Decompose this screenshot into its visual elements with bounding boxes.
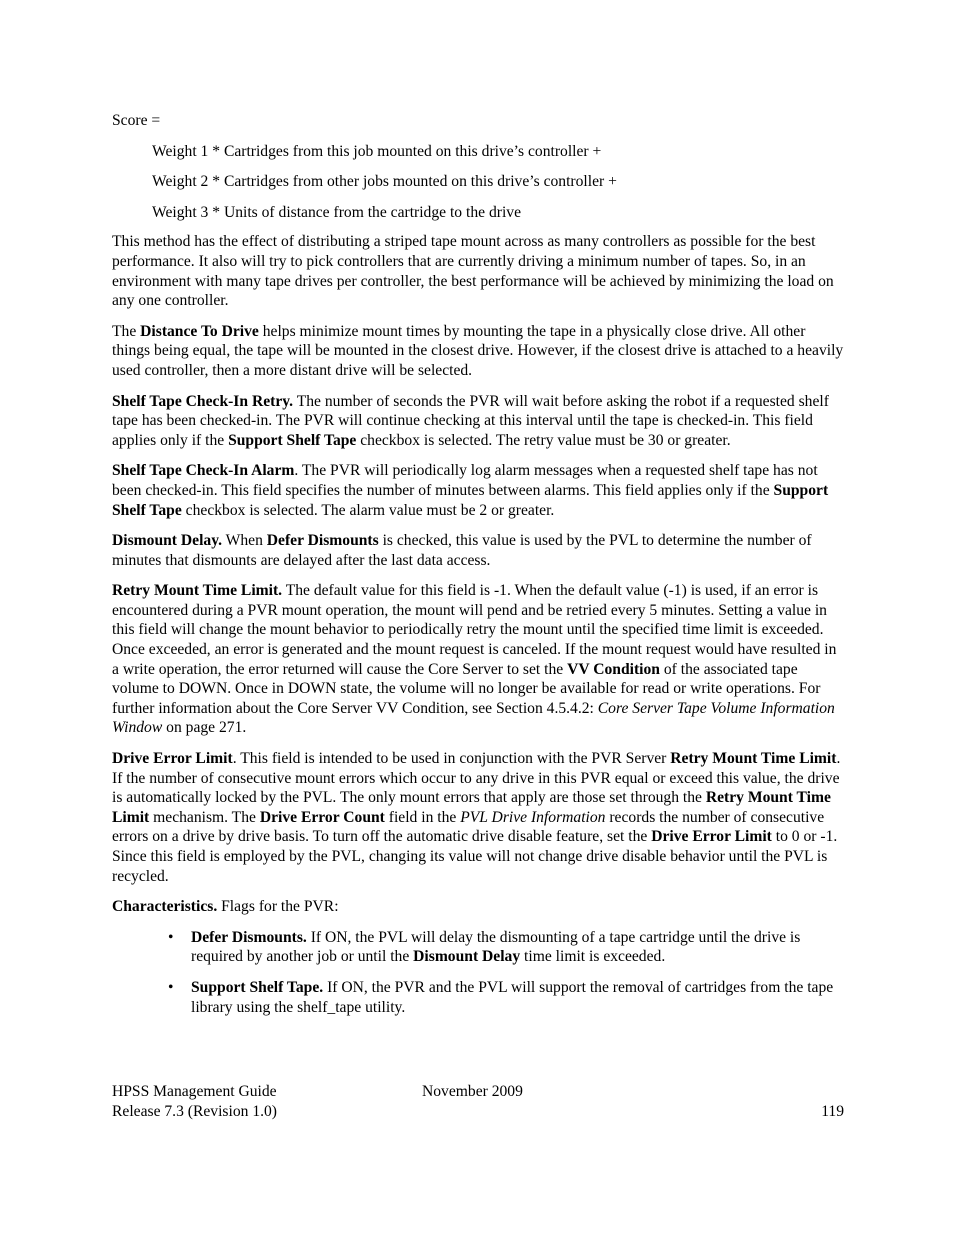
characteristics-list (112, 928, 844, 1017)
score-weight-2: Weight 2 * Cartridges from other jobs mounted on this drive’s controller + (152, 173, 617, 191)
bullet-icon: • (168, 978, 174, 996)
retry-mount-text3: on page 271. (162, 719, 247, 737)
checkin-alarm-text1: . The PVR will periodically log alarm messages when a requested shelf tape has not been checked-in. This field specifies the number of minutes between alarms. This field applies only if the (112, 462, 818, 499)
drive-error-text3: mechanism. The (149, 808, 260, 826)
retry-mount-paragraph (112, 581, 844, 738)
characteristics-paragraph (112, 897, 844, 917)
dismount-delay-paragraph (112, 531, 844, 570)
dismount-delay-term: Dismount Delay. (112, 532, 223, 550)
footer-release: Release 7.3 (Revision 1.0) (112, 1103, 277, 1120)
drive-error-term4: Drive Error Count (259, 808, 385, 826)
footer-date: November 2009 (422, 1083, 523, 1100)
support-shelf-tape-text1: If ON, the PVR and the PVL will support the removal of cartridges from the tape library using the shelf_tape utility. (191, 978, 834, 1016)
checkin-alarm-text2: checkbox is selected. The alarm value must be 2 or greater. (181, 501, 555, 519)
checkin-retry-term2: Support Shelf Tape (228, 431, 357, 449)
checkin-retry-term: Shelf Tape Check-In Retry. (112, 392, 294, 410)
dismount-delay-text1: When (222, 532, 267, 550)
drive-error-term3: Retry Mount Time Limit (112, 789, 831, 826)
drive-error-term: Drive Error Limit (112, 750, 233, 768)
drive-error-term2: Retry Mount Time Limit (670, 750, 837, 768)
checkin-alarm-term: Shelf Tape Check-In Alarm (112, 462, 295, 480)
drive-error-text2: . If the number of consecutive mount errors which occur to any drive in this PVR equal or exceed this value, the drive is automatically locked by the PVL. The only mount errors that apply are those set through the (112, 750, 841, 807)
list-item (112, 928, 844, 967)
drive-error-paragraph (112, 749, 844, 886)
dismount-delay-term2: Defer Dismounts (266, 532, 379, 550)
characteristics-text: Flags for the PVR: (217, 898, 339, 916)
distance-to-drive-paragraph (112, 322, 844, 381)
defer-dismounts-text1: If ON, the PVL will delay the dismounting of a tape cartridge until the drive is required by another job or until the (191, 928, 801, 966)
defer-dismounts-term: Defer Dismounts. (191, 928, 307, 946)
retry-mount-reference: Core Server Tape Volume Information Window (112, 699, 835, 737)
bullet-icon: • (168, 928, 174, 946)
distance-term: Distance To Drive (140, 322, 259, 340)
list-item (112, 978, 844, 1017)
page-footer (112, 1082, 844, 1122)
characteristics-term: Characteristics. (112, 898, 218, 916)
checkin-retry-text1: The number of seconds the PVR will wait before asking the robot if a requested shelf tape has been checked-in. The PVR will continue checking at this interval until the tape is checked-in. This field applies only if the (112, 392, 829, 449)
score-heading: Score = (112, 112, 161, 129)
dismount-delay-text2: is checked, this value is used by the PVL to determine the number of minutes that dismounts are delayed after the last data access. (112, 532, 812, 569)
checkin-retry-paragraph (112, 392, 844, 451)
retry-mount-text2: of the associated tape volume to DOWN. Once in DOWN state, the volume will no longer be available for read or write operations. For further information about the Core Server VV Condition, see Section 4.5.4.2: (112, 660, 821, 717)
drive-error-text5: records the number of consecutive errors on a drive by drive basis. To turn off the automatic drive disable feature, set the (112, 808, 825, 846)
support-shelf-tape-term: Support Shelf Tape. (191, 978, 324, 996)
drive-error-text6: to 0 or -1. Since this field is employed by the PVL, changing its value will not change drive disable behavior until the PVL is recycled. (112, 828, 838, 885)
checkin-alarm-paragraph (112, 461, 844, 520)
footer-title: HPSS Management Guide (112, 1083, 277, 1100)
distance-prefix: The (112, 322, 141, 340)
checkin-retry-text2: checkbox is selected. The retry value must be 30 or greater. (356, 431, 731, 449)
retry-mount-text1: The default value for this field is -1. When the default value (-1) is used, if an error is encountered during a PVR mount operation, the mount will pend and be retried every 5 minutes. Setting a value in this field will change the mount behavior to periodically retry the mount until the specified time limit is exceeded. Once exceeded, an error is generated and the mount request is canceled. If the mount request would have resulted in a write operation, the error returned will cause the Core Server to set the (112, 582, 837, 678)
drive-error-term5: Drive Error Limit (651, 828, 772, 846)
score-weight-1: Weight 1 * Cartridges from this job mounted on this drive’s controller + (152, 142, 602, 160)
drive-error-reference: PVL Drive Information (460, 808, 606, 826)
defer-dismounts-term2: Dismount Delay (413, 948, 521, 966)
page-number: 119 (821, 1103, 844, 1120)
drive-error-text1: . This field is intended to be used in conjunction with the PVR Server (232, 750, 671, 768)
retry-mount-term2: VV Condition (567, 660, 660, 678)
defer-dismounts-text2: time limit is exceeded. (520, 948, 666, 966)
score-weight-3: Weight 3 * Units of distance from the cartridge to the drive (152, 203, 521, 221)
retry-mount-term: Retry Mount Time Limit. (112, 582, 283, 600)
document-body (112, 111, 844, 1028)
method-paragraph: This method has the effect of distributing a striped tape mount across as many controllers as possible for the best performance. It also will try to pick controllers that are currently driving a minimum number of tapes. So, in an environment with many tape drives per controller, the best performance will be achieved by minimizing the load on any one controller. (112, 233, 834, 310)
checkin-alarm-term2: Support Shelf Tape (112, 481, 829, 519)
distance-text: helps minimize mount times by mounting the tape in a physically close drive. All other things being equal, the tape will be mounted in the closest drive. However, if the closest drive is attached to a heavily used controller, then a more distant drive will be selected. (112, 322, 844, 379)
drive-error-text4: field in the (384, 808, 461, 826)
